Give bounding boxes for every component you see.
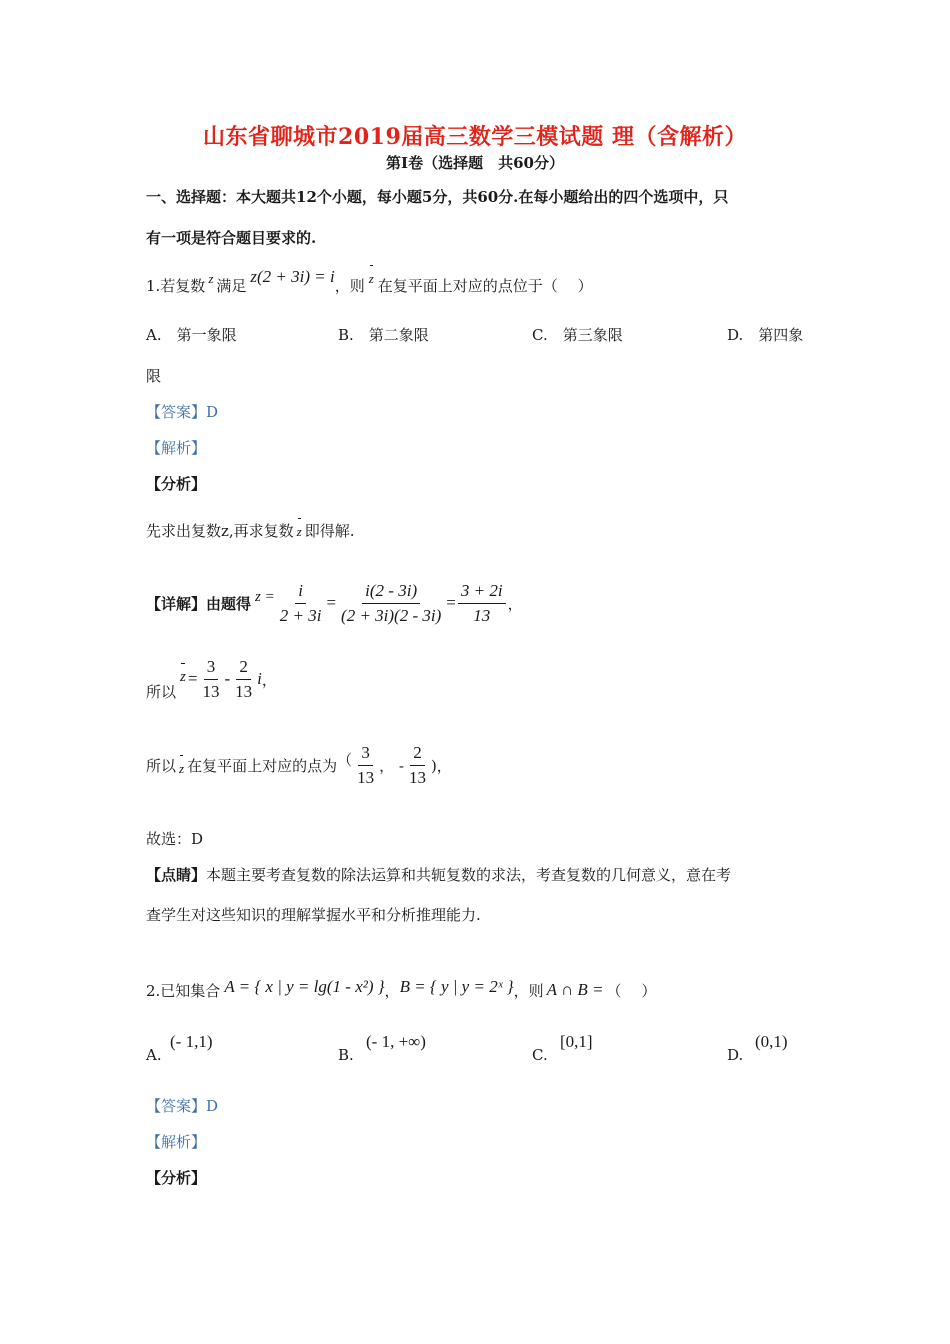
q1-point: 所以 z 在复平面上对应的点为 （ $\frac{3}{13}$ ， - $\frac{2}{13}$ )， [146,742,452,787]
q1-suffix: 在复平面上对应的点位于（ ） [377,276,593,295]
q1-option-b[interactable]: B. 第二象限 [338,326,429,344]
q2-answer: 【答案】D [146,1097,219,1115]
q1-point-zbar: z [179,761,185,776]
q1-fraction-2: $\frac{i(2 - 3i)}{(2 + 3i)(2 - 3i)}$ [341,580,442,625]
q2-option-b-value[interactable]: (- 1, +∞) [366,1032,426,1051]
q1-analysis-zbar: z [296,524,302,539]
q2-option-d-value[interactable]: (0,1) [755,1032,788,1051]
q1-suoyi: 所以 [146,682,177,701]
q1-jiexi: 【解析】 [146,439,207,457]
q2-option-b-label[interactable]: B. [338,1046,354,1064]
q1-conj-frac-2: $\frac{2}{13}$ [235,656,253,701]
q1-detail: 【详解】由题得 z = $\frac{i}{2 + 3i}$ = $\frac{i(2 - 3i)}{(2 + 3i)(2 - 3i)}$ = $\frac{3 + 2i}{13}$ ， [146,580,523,625]
section-subtitle: 第Ⅰ卷（选择题 共60分） [386,154,564,172]
q1-conjugate: 所以 z = $\frac{3}{13}$ - $\frac{2}{13}$ i ， [146,656,277,701]
q2-option-a-value[interactable]: (- 1,1) [170,1032,213,1051]
q2-jiexi: 【解析】 [146,1133,207,1151]
q1-mid: 满足 [216,276,247,295]
q1-answer: 【答案】D [146,403,219,421]
document-title: 山东省聊城市2019届高三数学三模试题 理（含解析） [203,124,747,150]
q1-option-d[interactable]: D. 第四象 [727,326,804,344]
q1-analysis-pre: 先求出复数z,再求复数 [146,521,294,540]
q2-option-c-value[interactable]: [0,1] [560,1032,593,1051]
q1-option-d-wrap: 限 [146,367,162,385]
q1-point-frac-1: $\frac{3}{13}$ [357,742,375,787]
q2-option-d-label[interactable]: D. [727,1046,744,1064]
q1-conj-zbar: z [180,668,186,685]
q1-dianjing-line2: 查学生对这些知识的理解掌握水平和分析推理能力. [146,906,481,924]
q1-detail-label: 【详解】由题得 [146,594,252,613]
q1-analysis-post: 即得解. [304,521,355,540]
q2-set-a: A = { x | y = lg(1 - x²) } [224,977,385,996]
q1-choice: 故选：D [146,830,204,848]
q1-option-c[interactable]: C. 第三象限 [532,326,623,344]
q1-fraction-3: $\frac{3 + 2i}{13}$ [458,581,506,626]
q2-option-a-label[interactable]: A. [146,1046,162,1064]
question-2-stem: 2.已知集合 A = { x | y = lg(1 - x²) } ， B = { y | y = 2ˣ } ，则 A ∩ B = （ ） [146,977,657,1000]
question-1-stem [146,268,593,302]
section-instruction-line2: 有一项是符合题目要求的. [146,229,317,247]
q1-prefix: 1.若复数 [146,276,206,295]
q1-condition: z(2 + 3i) = i [250,267,335,286]
q1-zbar: z [368,271,374,286]
q1-then: ，则 [334,276,365,295]
q1-eq-z: z = [255,588,275,605]
q1-fenxi-label: 【分析】 [146,475,207,493]
section-instruction-line1: 一、选择题：本大题共12个小题，每小题5分，共60分.在每小题给出的四个选项中，只 [146,188,729,206]
q1-option-a[interactable]: A. 第一象限 [146,326,237,344]
q1-point-mid: 在复平面上对应的点为 [187,756,338,775]
q1-fraction-1: $\frac{i}{2 + 3i}$ [279,580,322,625]
q2-set-b: B = { y | y = 2ˣ } [399,977,514,996]
q1-conj-frac-1: $\frac{3}{13}$ [202,656,220,701]
q2-option-c-label[interactable]: C. [532,1046,548,1064]
q1-var-z: z [208,271,214,286]
q2-fenxi-label: 【分析】 [146,1169,207,1187]
q2-prefix: 2.已知集合 [146,981,221,1000]
q1-point-pre: 所以 [146,756,177,775]
q1-point-frac-2: $\frac{2}{13}$ [408,742,426,787]
q1-analysis [146,513,355,547]
q2-intersection: A ∩ B = [546,980,604,999]
q1-dianjing-line1: 【点睛】本题主要考查复数的除法运算和共轭复数的求法，考查复数的几何意义，意在考 [146,866,732,884]
